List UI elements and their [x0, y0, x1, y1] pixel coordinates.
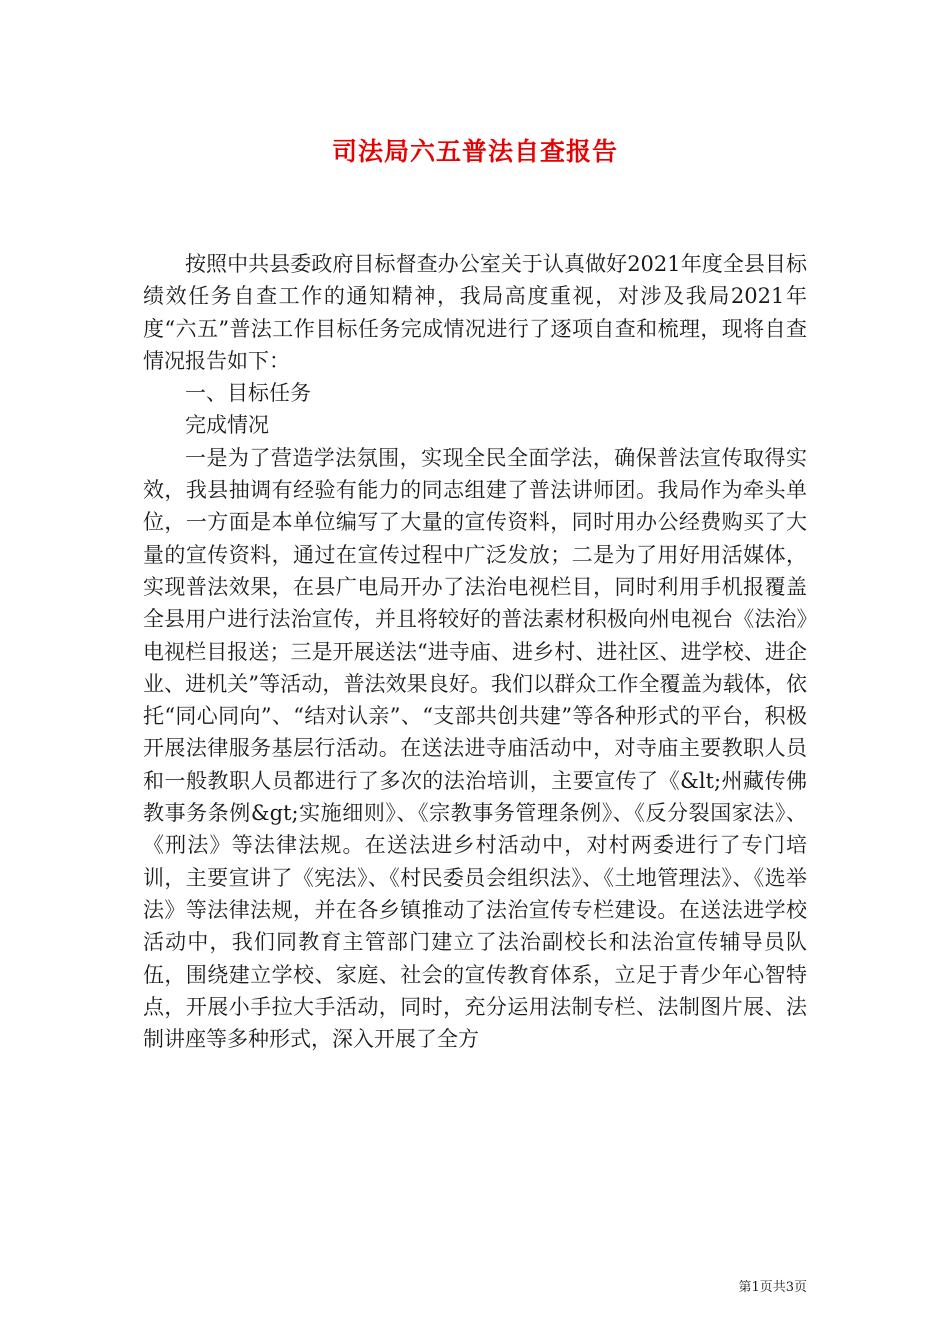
paragraph-main: 一是为了营造学法氛围，实现全民全面学法，确保普法宣传取得实效，我县抽调有经验有能力的同志组建了普法讲师团。我局作为牵头单位，一方面是本单位编写了大量的宣传资料，同时用办公经费购买了大量的宣传资料，通过在宣传过程中广泛发放；二是为了用好用活媒体，实现普法效果，在县广电局开办了法治电视栏目，同时利用手机报覆盖全县用户进行法治宣传，并且将较好的普法素材积极向州电视台《法治》电视栏目报送；三是开展送法“进寺庙、进乡村、进社区、进学校、进企业、进机关”等活动，普法效果良好。我们以群众工作全覆盖为载体，依托“同心同向”、“结对认亲”、“支部共创共建”等各种形式的平台，积极开展法律服务基层行活动。在送法进寺庙活动中，对寺庙主要教职人员和一般教职人员都进行了多次的法治培训，主要宣传了《&lt;州藏传佛教事务条例&gt;实施细则》、《宗教事务管理条例》、《反分裂国家法》、《刑法》等法律法规。在送法进乡村活动中，对村两委进行了专门培训，主要宣讲了《宪法》、《村民委员会组织法》、《土地管理法》、《选举法》等法律法规，并在各乡镇推动了法治宣传专栏建设。在送法进学校活动中，我们同教育主管部门建立了法治副校长和法治宣传辅导员队伍，围绕建立学校、家庭、社会的宣传教育体系，立足于青少年心智特点，开展小手拉大手活动，同时，充分运用法制专栏、法制图片展、法制讲座等多种形式，深入开展了全方 [143, 445, 807, 1052]
subsection-heading: 完成情况 [185, 413, 269, 438]
paragraph-intro: 按照中共县委政府目标督查办公室关于认真做好2021年度全县目标绩效任务自查工作的通知精神，我局高度重视，对涉及我局2021年度“六五”普法工作目标任务完成情况进行了逐项自查和梳理，现将自查情况报告如下： [143, 252, 807, 373]
document-title: 司法局六五普法自查报告 [331, 137, 618, 166]
document-body [143, 248, 807, 1055]
page-number: 第1页共3页 [738, 1280, 807, 1295]
section-heading: 一、目标任务 [185, 381, 311, 406]
